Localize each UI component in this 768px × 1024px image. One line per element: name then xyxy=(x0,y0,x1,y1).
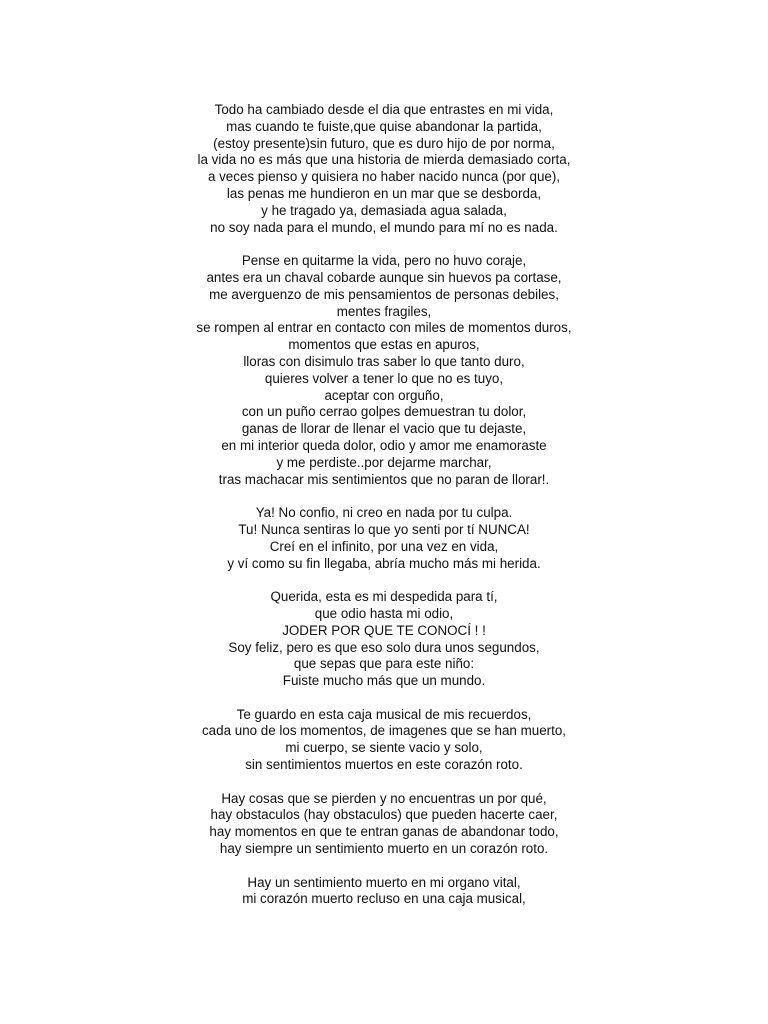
poem-line: hay siempre un sentimiento muerto en un corazón roto. xyxy=(219,841,549,857)
stanza-2 xyxy=(0,253,768,488)
poem-line: (estoy presente)sin futuro, que es duro hijo de por norma, xyxy=(213,135,555,151)
poem-line: Creí en el infinito, por una vez en vida, xyxy=(269,538,499,554)
poem-line: y he tragado ya, demasiada agua salada, xyxy=(261,202,507,218)
poem-line: hay momentos en que te entran ganas de abandonar todo, xyxy=(209,824,559,840)
poem-line: las penas me hundieron en un mar que se desborda, xyxy=(226,185,542,201)
poem-line: lloras con disimulo tras saber lo que tanto duro, xyxy=(243,353,525,369)
poem-line: cada uno de los momentos, de imagenes que se han muerto, xyxy=(201,723,566,739)
stanza-1 xyxy=(0,102,768,236)
poem-line: momentos que estas en apuros, xyxy=(288,337,480,353)
stanza-6 xyxy=(0,791,768,858)
poem-line: ganas de llorar de llenar el vacio que tu dejaste, xyxy=(241,421,527,437)
document-page xyxy=(0,102,768,925)
poem-line: mas cuando te fuiste,que quise abandonar la partida, xyxy=(226,118,542,134)
poem-line: aceptar con orguño, xyxy=(324,387,444,403)
poem-line: quieres volver a tener lo que no es tuyo, xyxy=(264,370,504,386)
stanza-4 xyxy=(0,589,768,690)
poem-line: se rompen al entrar en contacto con miles de momentos duros, xyxy=(196,320,572,336)
poem-line: Hay cosas que se pierden y no encuentras un por qué, xyxy=(221,790,547,806)
poem-line: Te guardo en esta caja musical de mis recuerdos, xyxy=(236,706,532,722)
stanza-5 xyxy=(0,707,768,774)
poem-line: Tu! Nunca sentiras lo que yo senti por tí NUNCA! xyxy=(238,521,530,537)
poem-line: Hay un sentimiento muerto en mi organo vital, xyxy=(247,874,521,890)
stanza-7 xyxy=(0,875,768,909)
poem-line: Todo ha cambiado desde el dia que entrastes en mi vida, xyxy=(214,102,554,117)
poem-line: con un puño cerrao golpes demuestran tu dolor, xyxy=(241,404,527,420)
poem-line: y ví como su fin llegaba, abría mucho más mi herida. xyxy=(227,555,541,571)
poem-line: mi cuerpo, se siente vacio y solo, xyxy=(285,740,483,756)
poem-line: sin sentimientos muertos en este corazón roto. xyxy=(245,757,523,773)
poem-line: en mi interior queda dolor, odio y amor me enamoraste xyxy=(221,437,547,453)
poem-line: tras machacar mis sentimientos que no paran de llorar!. xyxy=(218,471,550,487)
poem-line: hay obstaculos (hay obstaculos) que pueden hacerte caer, xyxy=(210,807,558,823)
poem-line: Fuiste mucho más que un mundo. xyxy=(282,673,486,689)
poem-line: antes era un chaval cobarde aunque sin huevos pa cortase, xyxy=(206,269,562,285)
poem-line: JODER POR QUE TE CONOCÍ ! ! xyxy=(282,622,486,638)
poem-line: Ya! No confio, ni creo en nada por tu culpa. xyxy=(255,505,513,521)
poem-line: mi corazón muerto recluso en una caja musical, xyxy=(242,891,526,907)
poem-line: Pense en quitarme la vida, pero no huvo coraje, xyxy=(241,253,527,269)
poem-line: Querida, esta es mi despedida para tí, xyxy=(270,589,498,605)
poem-line: no soy nada para el mundo, el mundo para mí no es nada. xyxy=(210,219,558,235)
poem-line: Soy feliz, pero es que eso solo dura unos segundos, xyxy=(228,639,540,655)
poem-line: y me perdiste..por dejarme marchar, xyxy=(276,454,492,470)
poem-line: la vida no es más que una historia de mierda demasiado corta, xyxy=(197,152,571,168)
stanza-3 xyxy=(0,505,768,572)
poem-line: que odio hasta mi odio, xyxy=(314,605,454,621)
poem-line: me averguenzo de mis pensamientos de personas debiles, xyxy=(209,286,559,302)
poem-line: mentes fragiles, xyxy=(336,303,432,319)
poem-line: a veces pienso y quisiera no haber nacido nunca (por que), xyxy=(207,169,561,185)
poem-line: que sepas que para este niño: xyxy=(293,656,475,672)
